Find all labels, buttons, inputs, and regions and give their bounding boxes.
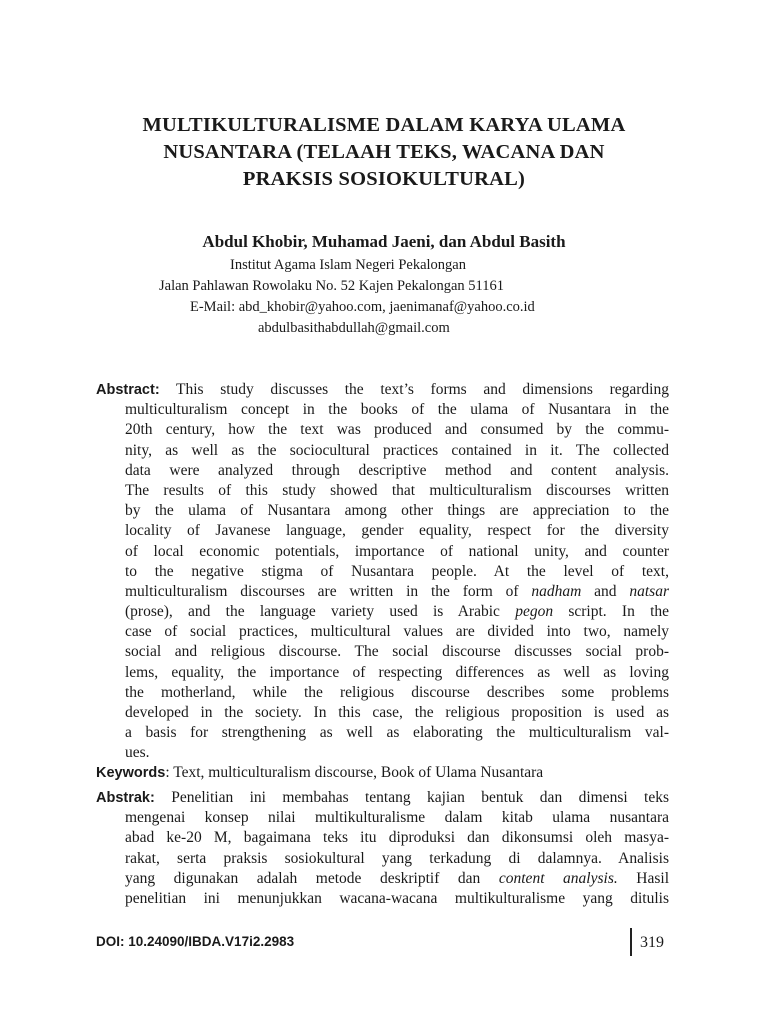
authors: Abdul Khobir, Muhamad Jaeni, dan Abdul Basith xyxy=(202,232,566,251)
title-line: PRAKSIS SOSIOKULTURAL) xyxy=(242,168,526,190)
title-line: NUSANTARA (TELAAH TEKS, WACANA DAN xyxy=(163,141,605,163)
abstract-line: data were analyzed through descriptive method and content analysis. xyxy=(125,461,669,479)
abstrak-line: Abstrak: Penelitian ini membahas tentang kajian bentuk dan dimensi teks xyxy=(96,789,670,806)
abstract-line: lems, equality, the importance of respecting differences as well as loving xyxy=(125,663,669,681)
abstract-line: the motherland, while the religious discourse describes some problems xyxy=(125,683,669,701)
abstract-line: by the ulama of Nusantara among other things are appreciation to the xyxy=(125,502,669,520)
abstract-line: to the negative stigma of Nusantara people. At the level of text, xyxy=(125,562,669,580)
abstrak xyxy=(96,788,669,909)
abstrak-label: Abstrak: xyxy=(96,790,155,806)
abstrak-line: penelitian ini menunjukkan wacana-wacana multikulturalisme yang ditulis xyxy=(125,889,669,907)
abstract-line: Abstract: This study discusses the text’s forms and dimensions regarding xyxy=(96,381,669,398)
address: Jalan Pahlawan Rowolaku No. 52 Kajen Pekalongan 51161 xyxy=(159,278,504,294)
abstract-line: nity, as well as the sociocultural practices contained in it. The collected xyxy=(125,441,669,459)
abstract-line: social and religious discourse. The social discourse discusses social prob- xyxy=(125,643,669,661)
abstract-line: of local economic potentials, importance of national unity, and counter xyxy=(125,542,669,560)
abstrak-line: abad ke-20 M, bagaimana teks itu diproduksi dan dikonsumsi oleh masya- xyxy=(125,829,669,847)
abstract-line: The results of this study showed that multiculturalism discourses written xyxy=(125,481,669,499)
institution: Institut Agama Islam Negeri Pekalongan xyxy=(230,257,466,273)
page-divider xyxy=(630,928,632,956)
abstract-line: case of social practices, multicultural values are divided into two, namely xyxy=(125,623,669,641)
abstract-line: a basis for strengthening as well as elaborating the multiculturalism val- xyxy=(125,724,669,742)
abstrak-line: rakat, serta praksis sosiokultural yang terkadung di dalamnya. Analisis xyxy=(125,849,669,867)
keywords-label: Keywords xyxy=(96,765,166,781)
abstract-line: locality of Javanese language, gender equality, respect for the diversity xyxy=(125,522,669,540)
title-line: MULTIKULTURALISME DALAM KARYA ULAMA xyxy=(142,114,626,136)
abstract-label: Abstract: xyxy=(96,382,160,398)
abstrak-line: mengenai konsep nilai multikulturalisme dalam kitab ulama nusantara xyxy=(125,809,669,827)
keywords xyxy=(96,763,669,783)
abstract-line: multiculturalism discourses are written in the form of nadham and natsar xyxy=(125,582,669,600)
abstrak-line: yang digunakan adalah metode deskriptif dan content analysis. Hasil xyxy=(125,869,670,887)
abstract-line: developed in the society. In this case, the religious proposition is used as xyxy=(125,704,669,721)
abstract-line: (prose), and the language variety used is Arabic pegon script. In the xyxy=(125,603,670,621)
email-line: E-Mail: abd_khobir@yahoo.com, jaenimanaf@yahoo.co.id xyxy=(190,299,535,315)
page-number: 319 xyxy=(640,934,664,951)
doi: DOI: 10.24090/IBDA.V17i2.2983 xyxy=(96,934,295,949)
abstract-line: 20th century, how the text was produced and consumed by the commu- xyxy=(125,421,669,439)
abstract-line: ues. xyxy=(125,744,150,762)
keywords-text: : Text, multiculturalism discourse, Book of Ulama Nusantara xyxy=(165,764,544,781)
paper-title xyxy=(0,112,768,193)
abstract-line: multiculturalism concept in the books of the ulama of Nusantara in the xyxy=(125,401,669,419)
abstract xyxy=(96,380,669,764)
email-line-2: abdulbasithabdullah@gmail.com xyxy=(258,320,450,336)
